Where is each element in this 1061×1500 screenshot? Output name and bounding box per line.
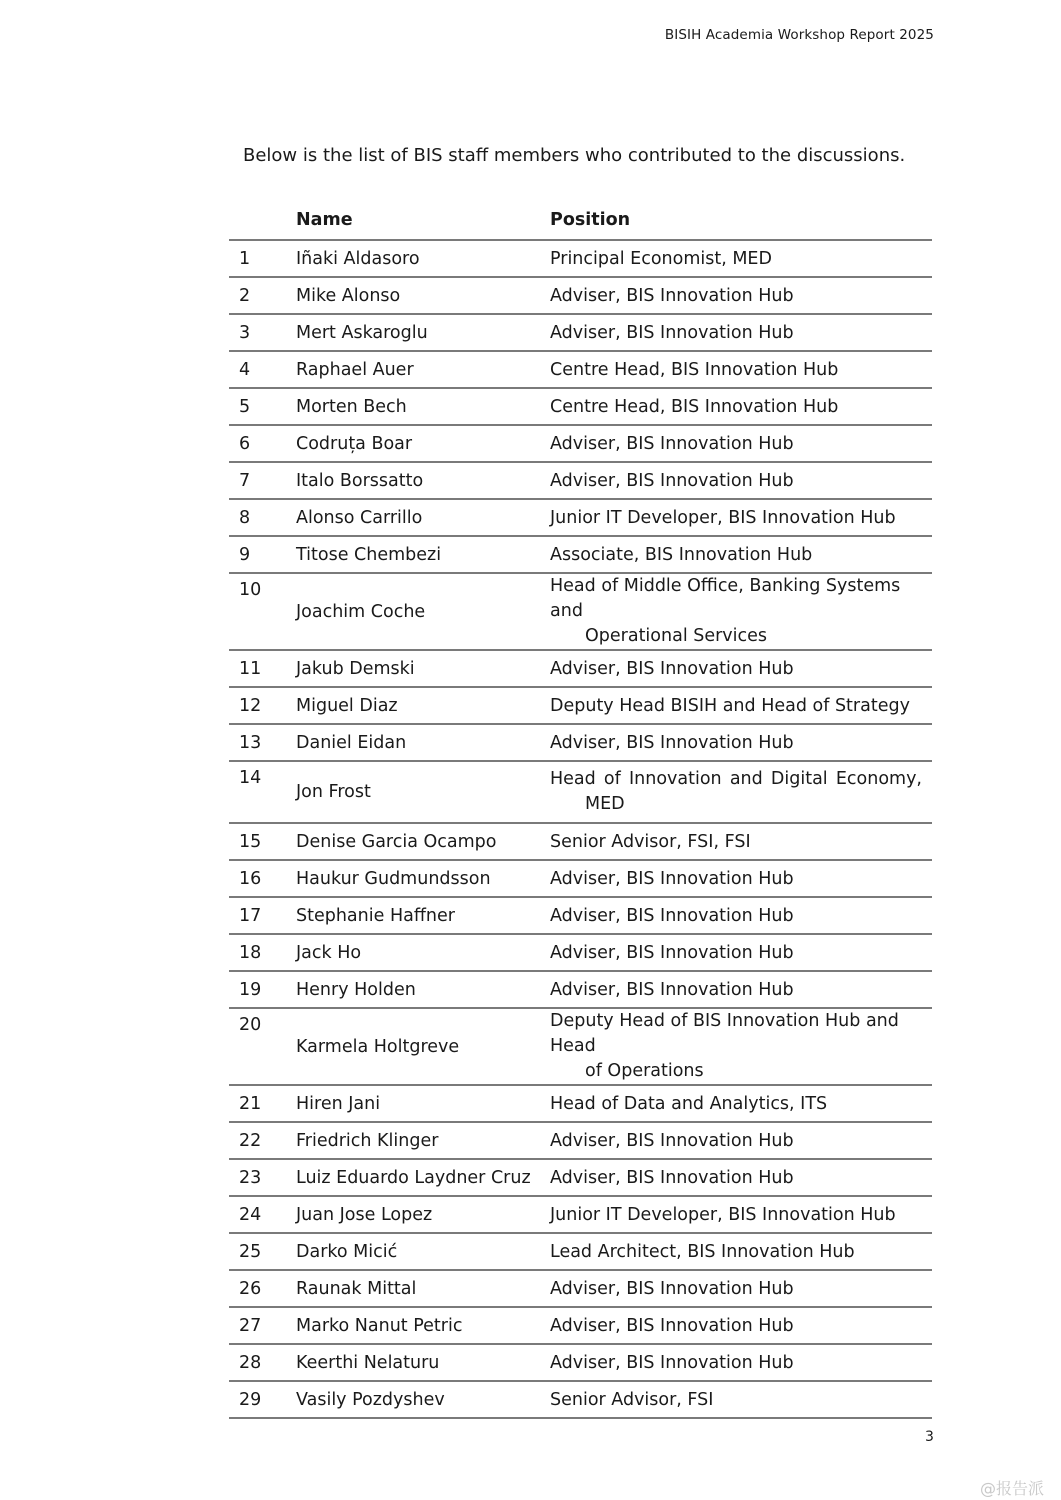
staff-position: Adviser, BIS Innovation Hub	[550, 1159, 932, 1196]
staff-position: Junior IT Developer, BIS Innovation Hub	[550, 1196, 932, 1233]
staff-table	[229, 200, 932, 1419]
staff-position: Adviser, BIS Innovation Hub	[550, 860, 932, 897]
staff-position: Adviser, BIS Innovation Hub	[550, 1307, 932, 1344]
running-header: BISIH Academia Workshop Report 2025	[664, 27, 934, 43]
staff-name: Vasily Pozdyshev	[296, 1381, 550, 1418]
table-row	[229, 971, 932, 1008]
table-row	[229, 240, 932, 277]
staff-position: Adviser, BIS Innovation Hub	[550, 425, 932, 462]
position-line-continued: MED	[585, 794, 625, 814]
row-number: 28	[229, 1344, 296, 1381]
table-row	[229, 1307, 932, 1344]
table-row	[229, 687, 932, 724]
staff-position: Adviser, BIS Innovation Hub	[550, 1344, 932, 1381]
table-row	[229, 388, 932, 425]
watermark: @报告派	[980, 1479, 1045, 1498]
column-header-position: Position	[550, 200, 932, 240]
row-number: 17	[229, 897, 296, 934]
position-line: Deputy Head of BIS Innovation Hub and Head	[550, 1011, 899, 1056]
staff-name: Juan Jose Lopez	[296, 1196, 550, 1233]
row-number: 25	[229, 1233, 296, 1270]
staff-name: Codruța Boar	[296, 425, 550, 462]
staff-position: Adviser, BIS Innovation Hub	[550, 724, 932, 761]
staff-position: Centre Head, BIS Innovation Hub	[550, 388, 932, 425]
table-row	[229, 499, 932, 536]
staff-position: Associate, BIS Innovation Hub	[550, 536, 932, 573]
table-row	[229, 860, 932, 897]
staff-position: Centre Head, BIS Innovation Hub	[550, 351, 932, 388]
table-header-row	[229, 200, 932, 240]
table-row	[229, 314, 932, 351]
row-number: 6	[229, 425, 296, 462]
table-row	[229, 1196, 932, 1233]
table-row	[229, 934, 932, 971]
position-line: Head of Middle Office, Banking Systems and	[550, 576, 901, 621]
staff-name: Marko Nanut Petric	[296, 1307, 550, 1344]
row-number: 20	[229, 1008, 296, 1085]
staff-name: Denise Garcia Ocampo	[296, 823, 550, 860]
staff-name: Stephanie Haffner	[296, 897, 550, 934]
staff-name: Haukur Gudmundsson	[296, 860, 550, 897]
staff-position: Adviser, BIS Innovation Hub	[550, 314, 932, 351]
table-row	[229, 897, 932, 934]
position-line-continued: Operational Services	[585, 626, 768, 646]
staff-name: Miguel Diaz	[296, 687, 550, 724]
staff-name: Joachim Coche	[296, 573, 550, 650]
row-number: 16	[229, 860, 296, 897]
staff-position	[550, 761, 932, 823]
row-number: 26	[229, 1270, 296, 1307]
row-number: 11	[229, 650, 296, 687]
staff-position: Senior Advisor, FSI	[550, 1381, 932, 1418]
table-row	[229, 1381, 932, 1418]
staff-position: Adviser, BIS Innovation Hub	[550, 971, 932, 1008]
table-row	[229, 650, 932, 687]
staff-name: Morten Bech	[296, 388, 550, 425]
staff-position: Senior Advisor, FSI, FSI	[550, 823, 932, 860]
staff-name: Italo Borssatto	[296, 462, 550, 499]
row-number: 12	[229, 687, 296, 724]
staff-name: Luiz Eduardo Laydner Cruz	[296, 1159, 550, 1196]
row-number: 10	[229, 573, 296, 650]
table-row	[229, 1085, 932, 1122]
row-number: 24	[229, 1196, 296, 1233]
row-number: 13	[229, 724, 296, 761]
table-row	[229, 351, 932, 388]
staff-name: Jakub Demski	[296, 650, 550, 687]
row-number: 5	[229, 388, 296, 425]
row-number: 19	[229, 971, 296, 1008]
table-body	[229, 240, 932, 1418]
staff-name: Karmela Holtgreve	[296, 1008, 550, 1085]
row-number: 3	[229, 314, 296, 351]
staff-position: Lead Architect, BIS Innovation Hub	[550, 1233, 932, 1270]
staff-name: Friedrich Klinger	[296, 1122, 550, 1159]
staff-name: Raunak Mittal	[296, 1270, 550, 1307]
staff-position: Principal Economist, MED	[550, 240, 932, 277]
row-number: 22	[229, 1122, 296, 1159]
row-number: 7	[229, 462, 296, 499]
table-row	[229, 425, 932, 462]
table-row	[229, 1008, 932, 1085]
table-row	[229, 823, 932, 860]
row-number: 21	[229, 1085, 296, 1122]
column-header-name: Name	[296, 200, 550, 240]
column-header-number	[229, 200, 296, 240]
staff-name: Henry Holden	[296, 971, 550, 1008]
staff-position: Adviser, BIS Innovation Hub	[550, 897, 932, 934]
staff-name: Mert Askaroglu	[296, 314, 550, 351]
table-row	[229, 536, 932, 573]
table-row	[229, 1122, 932, 1159]
staff-name: Mike Alonso	[296, 277, 550, 314]
staff-position	[550, 573, 932, 650]
table-row	[229, 1344, 932, 1381]
staff-position: Adviser, BIS Innovation Hub	[550, 462, 932, 499]
staff-name: Darko Micić	[296, 1233, 550, 1270]
staff-position: Head of Data and Analytics, ITS	[550, 1085, 932, 1122]
row-number: 9	[229, 536, 296, 573]
row-number: 15	[229, 823, 296, 860]
staff-position: Adviser, BIS Innovation Hub	[550, 1122, 932, 1159]
staff-position: Adviser, BIS Innovation Hub	[550, 277, 932, 314]
staff-name: Keerthi Nelaturu	[296, 1344, 550, 1381]
staff-position: Deputy Head BISIH and Head of Strategy	[550, 687, 932, 724]
staff-position: Adviser, BIS Innovation Hub	[550, 650, 932, 687]
table-row	[229, 573, 932, 650]
staff-name: Alonso Carrillo	[296, 499, 550, 536]
staff-name: Jack Ho	[296, 934, 550, 971]
position-line-continued: of Operations	[585, 1061, 704, 1081]
staff-name: Hiren Jani	[296, 1085, 550, 1122]
staff-position: Adviser, BIS Innovation Hub	[550, 934, 932, 971]
table-row	[229, 462, 932, 499]
row-number: 29	[229, 1381, 296, 1418]
staff-position: Junior IT Developer, BIS Innovation Hub	[550, 499, 932, 536]
staff-name: Daniel Eidan	[296, 724, 550, 761]
position-line: Head of Innovation and Digital Economy,	[550, 769, 922, 789]
row-number: 2	[229, 277, 296, 314]
staff-name: Iñaki Aldasoro	[296, 240, 550, 277]
row-number: 18	[229, 934, 296, 971]
row-number: 14	[229, 761, 296, 823]
table-row	[229, 1233, 932, 1270]
row-number: 1	[229, 240, 296, 277]
staff-name: Raphael Auer	[296, 351, 550, 388]
staff-name: Titose Chembezi	[296, 536, 550, 573]
table-row	[229, 724, 932, 761]
table-row	[229, 1159, 932, 1196]
intro-paragraph: Below is the list of BIS staff members who contributed to the discussions.	[243, 145, 906, 166]
row-number: 8	[229, 499, 296, 536]
table-row	[229, 761, 932, 823]
page-number: 3	[925, 1429, 934, 1445]
row-number: 23	[229, 1159, 296, 1196]
table-row	[229, 1270, 932, 1307]
staff-position: Adviser, BIS Innovation Hub	[550, 1270, 932, 1307]
row-number: 4	[229, 351, 296, 388]
row-number: 27	[229, 1307, 296, 1344]
staff-position	[550, 1008, 932, 1085]
staff-name: Jon Frost	[296, 761, 550, 823]
table-row	[229, 277, 932, 314]
